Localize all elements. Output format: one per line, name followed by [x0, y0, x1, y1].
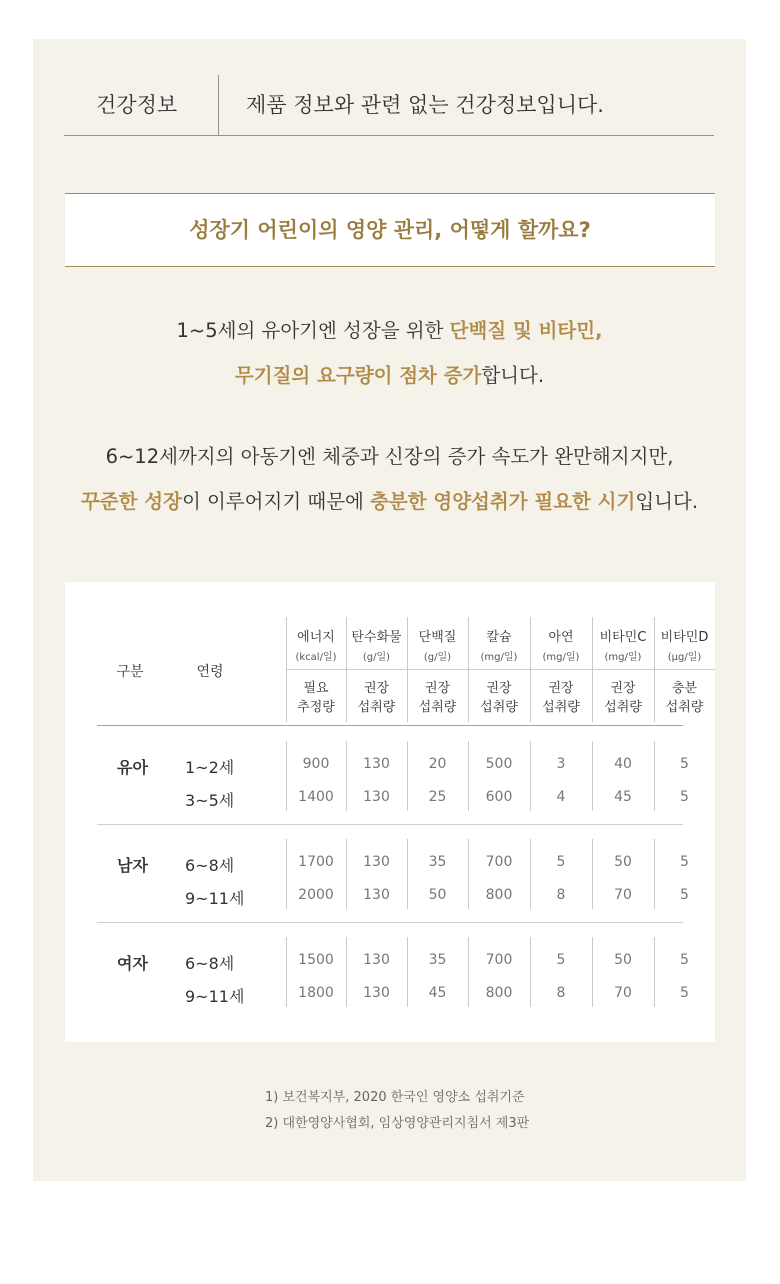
nutrient-type-line2: 섭취량 [357, 700, 396, 715]
header-column-divider [468, 617, 469, 722]
nutrient-name: 칼슘 [486, 630, 512, 645]
nutrient-type-line2: 섭취량 [480, 700, 518, 715]
nutrient-unit: (mg/일) [604, 652, 642, 663]
value-cell: 600 [485, 789, 513, 805]
nutrient-type-line2: 섭취량 [604, 700, 642, 715]
value-cell: 130 [363, 789, 390, 805]
header-column-divider [346, 617, 347, 722]
intro-highlight: 충분한 영양섭취가 필요한 시기 [370, 490, 636, 513]
header-description: 제품 정보와 관련 없는 건강정보입니다. [246, 93, 604, 117]
intro-p2-line1 [33, 441, 746, 469]
value-cell: 1400 [298, 789, 334, 805]
row-column-divider [654, 937, 655, 1007]
header-divider [218, 75, 219, 135]
header-column-divider [407, 617, 408, 722]
nutrient-type-line1: 권장 [610, 681, 636, 696]
nutrient-type-line2: 추정량 [297, 700, 335, 715]
value-cell: 70 [614, 887, 632, 903]
value-cell: 900 [302, 756, 330, 772]
footnote-1: 1) 보건복지부, 2020 한국인 영양소 섭취기준 [265, 1090, 525, 1105]
group-label: 유아 [117, 758, 148, 777]
row-column-divider [592, 937, 593, 1007]
intro-text: 6~12세까지의 아동기엔 체중과 신장의 증가 속도가 완만해지지만, [105, 445, 674, 468]
row-column-divider [346, 839, 347, 909]
nutrient-type-line1: 권장 [486, 681, 512, 696]
value-cell: 5 [680, 789, 689, 805]
value-cell: 5 [680, 985, 689, 1001]
value-cell: 5 [680, 854, 689, 870]
row-column-divider [592, 839, 593, 909]
value-cell: 130 [363, 985, 390, 1001]
col-header-age: 연령 [196, 664, 224, 680]
age-label: 1~2세 [185, 758, 235, 777]
intro-highlight: 무기질의 요구량이 점차 증가 [234, 364, 482, 387]
nutrient-type-line1: 권장 [424, 681, 451, 696]
value-cell: 1800 [298, 985, 334, 1001]
value-cell: 5 [680, 887, 689, 903]
value-cell: 2000 [298, 887, 334, 903]
intro-text: 1~5세의 유아기엔 성장을 위한 [176, 319, 450, 342]
group-label: 여자 [117, 954, 148, 973]
footnote-2: 2) 대한영양사협회, 임상영양관리지침서 제3판 [265, 1116, 530, 1131]
group-divider [97, 824, 683, 825]
nutrient-name: 단백질 [418, 630, 457, 645]
value-cell: 5 [556, 952, 566, 968]
row-column-divider [407, 937, 408, 1007]
row-column-divider [592, 741, 593, 811]
nutrition-table [65, 582, 715, 1042]
value-cell: 5 [680, 756, 689, 772]
age-label: 6~8세 [185, 954, 235, 973]
value-cell: 35 [428, 952, 447, 968]
intro-p1-line1 [33, 315, 746, 343]
age-label: 6~8세 [185, 856, 235, 875]
value-cell: 8 [556, 887, 566, 903]
nutrient-unit: (kcal/일) [295, 652, 337, 663]
value-cell: 130 [363, 887, 390, 903]
nutrient-type-line1: 충분 [671, 681, 698, 696]
nutrient-unit: (mg/일) [542, 652, 580, 663]
health-info-header [64, 75, 714, 136]
header-mid-divider [286, 669, 715, 670]
row-column-divider [530, 937, 531, 1007]
nutrient-unit: (g/일) [423, 652, 452, 663]
nutrient-unit: (μg/일) [667, 652, 702, 663]
value-cell: 25 [428, 789, 447, 805]
nutrient-type-line2: 섭취량 [418, 700, 457, 715]
age-label: 9~11세 [185, 889, 245, 908]
health-info-panel [33, 39, 746, 1181]
value-cell: 50 [428, 887, 447, 903]
nutrient-type-line1: 권장 [363, 681, 390, 696]
nutrient-type-line2: 섭취량 [665, 700, 704, 715]
header-column-divider [654, 617, 655, 722]
value-cell: 130 [363, 952, 390, 968]
intro-p2-line2 [33, 486, 746, 514]
value-cell: 70 [614, 985, 632, 1001]
value-cell: 4 [556, 789, 566, 805]
value-cell: 1700 [298, 854, 334, 870]
value-cell: 130 [363, 854, 390, 870]
intro-text: 합니다. [481, 364, 545, 387]
header-column-divider [286, 617, 287, 722]
section-title: 성장기 어린이의 영양 관리, 어떻게 할까요? [189, 218, 591, 242]
row-column-divider [654, 839, 655, 909]
group-divider [97, 922, 683, 923]
value-cell: 45 [614, 789, 632, 805]
value-cell: 1500 [298, 952, 334, 968]
intro-p1-line2 [33, 360, 746, 388]
value-cell: 8 [556, 985, 566, 1001]
intro-text: 이 이루어지기 때문에 [181, 490, 371, 513]
row-column-divider [468, 937, 469, 1007]
value-cell: 20 [428, 756, 447, 772]
nutrient-type-line1: 필요 [303, 681, 329, 696]
row-column-divider [468, 839, 469, 909]
value-cell: 800 [485, 985, 513, 1001]
value-cell: 45 [428, 985, 447, 1001]
row-column-divider [654, 741, 655, 811]
value-cell: 130 [363, 756, 390, 772]
row-column-divider [468, 741, 469, 811]
header-bottom-divider [97, 725, 683, 726]
intro-highlight: 단백질 및 비타민, [449, 319, 603, 342]
nutrient-name: 비타민C [599, 630, 647, 645]
intro-highlight: 꾸준한 성장 [80, 490, 182, 513]
row-column-divider [346, 937, 347, 1007]
value-cell: 40 [614, 756, 632, 772]
header-label: 건강정보 [96, 93, 178, 117]
col-header-group: 구분 [116, 664, 144, 680]
nutrient-name: 비타민D [660, 630, 709, 645]
header-column-divider [530, 617, 531, 722]
row-column-divider [286, 839, 287, 909]
row-column-divider [407, 741, 408, 811]
value-cell: 5 [680, 952, 689, 968]
row-column-divider [530, 741, 531, 811]
value-cell: 700 [485, 952, 513, 968]
nutrient-unit: (g/일) [362, 652, 391, 663]
nutrient-type-line1: 권장 [548, 681, 574, 696]
intro-text: 입니다. [635, 490, 699, 513]
row-column-divider [530, 839, 531, 909]
nutrient-type-line2: 섭취량 [542, 700, 580, 715]
value-cell: 50 [614, 952, 632, 968]
header-column-divider [592, 617, 593, 722]
nutrient-name: 아연 [548, 630, 574, 645]
value-cell: 35 [428, 854, 447, 870]
value-cell: 5 [556, 854, 566, 870]
row-column-divider [407, 839, 408, 909]
group-label: 남자 [117, 856, 148, 875]
value-cell: 3 [556, 756, 566, 772]
value-cell: 800 [485, 887, 513, 903]
nutrient-unit: (mg/일) [480, 652, 518, 663]
nutrient-name: 에너지 [297, 630, 335, 645]
value-cell: 500 [485, 756, 513, 772]
value-cell: 50 [614, 854, 632, 870]
age-label: 9~11세 [185, 987, 245, 1006]
age-label: 3~5세 [185, 791, 235, 810]
value-cell: 700 [485, 854, 513, 870]
row-column-divider [286, 741, 287, 811]
section-title-box [65, 193, 715, 267]
row-column-divider [346, 741, 347, 811]
row-column-divider [286, 937, 287, 1007]
nutrient-name: 탄수화물 [351, 630, 402, 645]
